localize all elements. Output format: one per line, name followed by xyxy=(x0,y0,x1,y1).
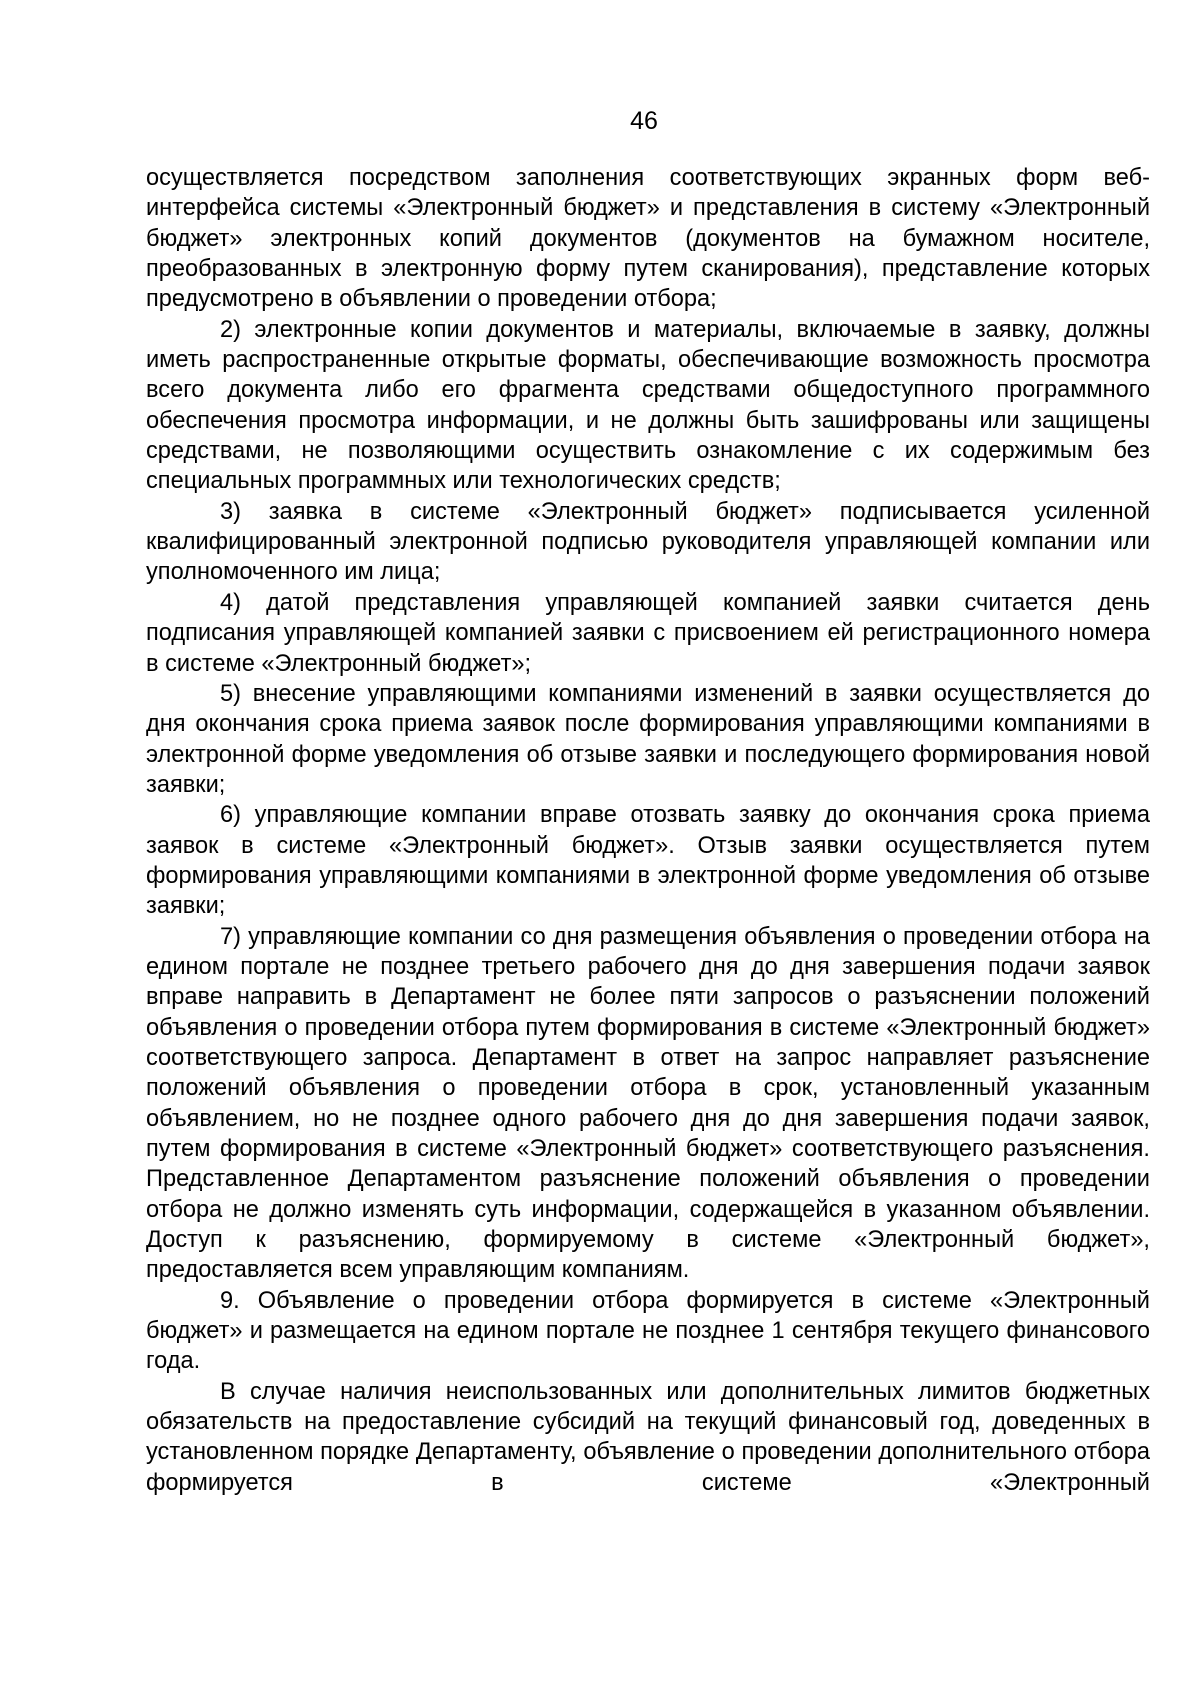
document-body xyxy=(146,163,1150,1498)
paragraph-section-9: 9. Объявление о проведении отбора формируется в системе «Электронный бюджет» и размещается на едином портале не позднее 1 сентября текущего финансового года. xyxy=(146,1287,1150,1375)
page-number: 46 xyxy=(630,107,658,135)
paragraph-additional-selection: В случае наличия неиспользованных или дополнительных лимитов бюджетных обязательств на предоставление субсидий на текущий финансовый год, доведенных в установленном порядке Департаменту, объявление о проведении дополнительного отбора формируется в системе «Электронный xyxy=(146,1378,1150,1496)
paragraph-item-5: 5) внесение управляющими компаниями изменений в заявки осуществляется до дня окончания срока приема заявок после формирования управляющими компаниями в электронной форме уведомления об отзыве заявки и последующего формирования новой заявки; xyxy=(146,680,1150,798)
paragraph-item-3: 3) заявка в системе «Электронный бюджет» подписывается усиленной квалифицированный электронной подписью руководителя управляющей компании или уполномоченного им лица; xyxy=(146,498,1150,586)
paragraph-item-7: 7) управляющие компании со дня размещения объявления о проведении отбора на едином портале не позднее третьего рабочего дня до дня завершения подачи заявок вправе направить в Департамент не более пяти запросов о разъяснении положений объявления о проведении отбора путем формирования в системе «Электронный бюджет» соответствующего запроса. Департамент в ответ на запрос направляет разъяснение положений объявления о проведении отбора в срок, установленный указанным объявлением, но не позднее одного рабочего дня до дня завершения подачи заявок, путем формирования в системе «Электронный бюджет» соответствующего разъяснения. Представленное Департаментом разъяснение положений объявления о проведении отбора не должно изменять суть информации, содержащейся в указанном объявлении. Доступ к разъяснению, формируемому в системе «Электронный бюджет», предоставляется всем управляющим компаниям. xyxy=(146,923,1150,1284)
paragraph-continuation: осуществляется посредством заполнения соответствующих экранных форм веб-интерфейса системы «Электронный бюджет» и представления в систему «Электронный бюджет» электронных копий документов (документов на бумажном носителе, преобразованных в электронную форму путем сканирования), представление которых предусмотрено в объявлении о проведении отбора; xyxy=(146,165,1150,313)
paragraph-item-2: 2) электронные копии документов и материалы, включаемые в заявку, должны иметь распространенные открытые форматы, обеспечивающие возможность просмотра всего документа либо его фрагмента средствами общедоступного программного обеспечения просмотра информации, и не должны быть зашифрованы или защищены средствами, не позволяющими осуществить ознакомление с их содержимым без специальных программных или технологических средств; xyxy=(146,316,1150,495)
paragraph-item-4: 4) датой представления управляющей компанией заявки считается день подписания управляющей компанией заявки с присвоением ей регистрационного номера в системе «Электронный бюджет»; xyxy=(146,589,1150,677)
paragraph-item-6: 6) управляющие компании вправе отозвать заявку до окончания срока приема заявок в системе «Электронный бюджет». Отзыв заявки осуществляется путем формирования управляющими компаниями в электронной форме уведомления об отзыве заявки; xyxy=(146,802,1150,920)
